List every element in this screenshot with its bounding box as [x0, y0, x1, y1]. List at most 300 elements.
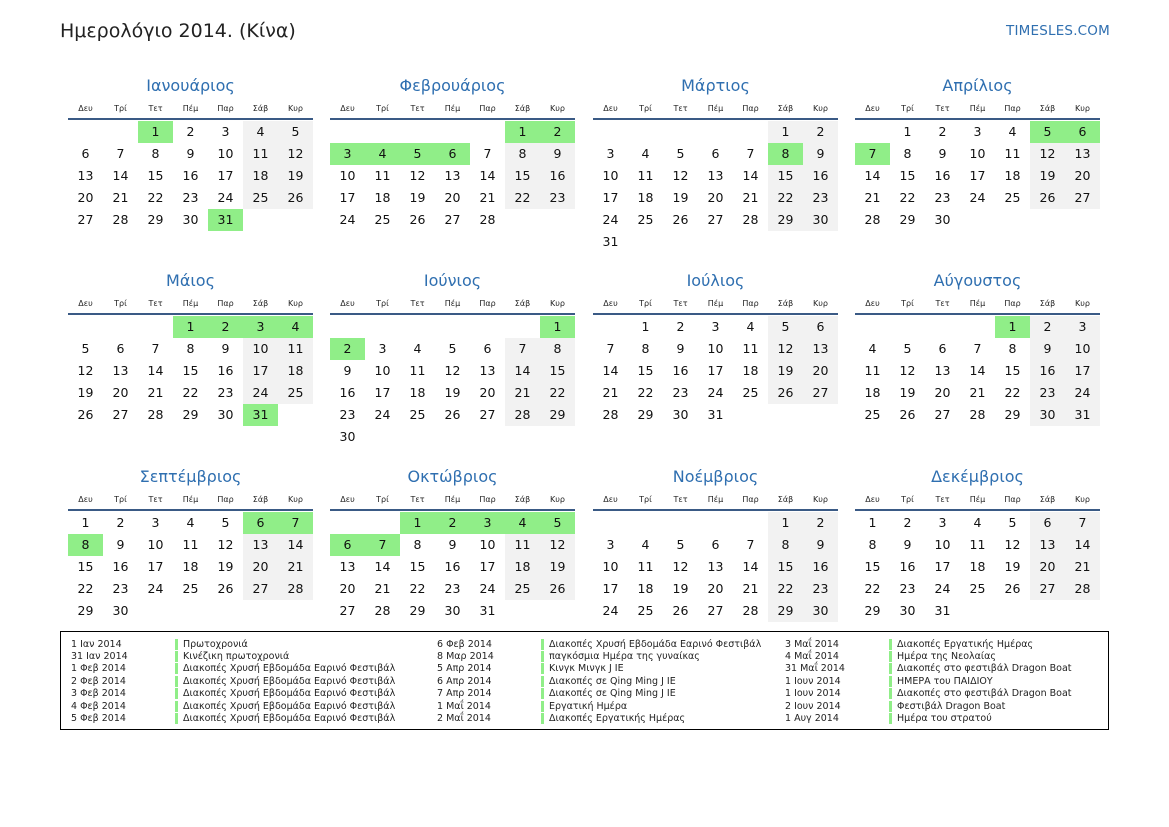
week-row — [330, 382, 575, 404]
weekday-header — [855, 489, 1100, 511]
day-cell: 24 — [243, 382, 278, 404]
empty-day-cell — [1065, 209, 1100, 231]
day-cell: 15 — [77, 559, 94, 574]
day-cell: 20 — [243, 556, 278, 578]
day-cell: 21 — [505, 382, 540, 404]
day-cell: 16 — [672, 363, 689, 378]
empty-day-cell — [540, 426, 575, 448]
day-cell: 25 — [374, 212, 391, 227]
weekday-label: Κυρ — [1075, 494, 1090, 504]
day-cell: 23 — [934, 190, 951, 205]
holiday-row — [437, 663, 782, 675]
day-cell: 29 — [77, 603, 94, 618]
week-row — [68, 338, 313, 360]
weekday-label: Τρί — [376, 298, 389, 308]
day-cell: 11 — [374, 168, 391, 183]
week-row — [68, 143, 313, 165]
holiday-date: 8 Μαρ 2014 — [437, 651, 494, 663]
holiday-row — [437, 638, 782, 650]
month-name: Μάρτιος — [681, 76, 750, 95]
month-calendar — [68, 74, 313, 231]
holiday-marker — [889, 688, 892, 699]
empty-day-cell — [103, 316, 138, 338]
day-cell: 26 — [672, 603, 689, 618]
empty-day-cell — [470, 426, 505, 448]
weekday-label: Τετ — [410, 103, 425, 113]
holiday-name: Διακοπές σε Qing Ming J IE — [549, 675, 676, 687]
empty-day-cell — [698, 512, 733, 534]
empty-day-cell — [365, 426, 400, 448]
weekday-header — [593, 98, 838, 120]
day-cell: 29 — [637, 407, 654, 422]
day-cell: 30 — [899, 603, 916, 618]
day-cell: 21 — [112, 190, 129, 205]
day-cell: 2 — [938, 124, 947, 139]
day-cell: 9 — [676, 341, 685, 356]
day-cell: 25 — [182, 581, 199, 596]
empty-day-cell — [243, 209, 278, 231]
holiday-row — [785, 688, 1130, 700]
weekday-label: Δευ — [340, 103, 355, 113]
week-row — [68, 578, 313, 600]
empty-day-cell — [855, 316, 890, 338]
weekday-label: Τετ — [673, 103, 688, 113]
week-row — [593, 578, 838, 600]
day-cell: 4 — [365, 143, 400, 165]
day-cell: 27 — [479, 407, 496, 422]
day-cell: 1 — [768, 512, 803, 534]
day-cell: 12 — [1030, 143, 1065, 165]
day-cell: 19 — [444, 385, 461, 400]
day-cell: 26 — [768, 382, 803, 404]
empty-day-cell — [855, 121, 890, 143]
holiday-name: Διακοπές Εργατικής Ημέρας — [897, 638, 1034, 650]
week-row — [855, 165, 1100, 187]
day-cell: 27 — [243, 578, 278, 600]
day-cell: 28 — [1065, 578, 1100, 600]
holiday-date: 1 Ιουν 2014 — [785, 688, 841, 700]
week-row — [593, 338, 838, 360]
day-cell: 3 — [221, 124, 230, 139]
day-cell: 4 — [1008, 124, 1017, 139]
weekday-label: Δευ — [78, 298, 93, 308]
weekday-label: Δευ — [865, 298, 880, 308]
holiday-marker — [541, 713, 544, 724]
site-link[interactable]: TIMESLES.COM — [1006, 23, 1110, 39]
day-cell: 5 — [903, 341, 912, 356]
day-cell: 6 — [243, 512, 278, 534]
week-row — [593, 121, 838, 143]
week-row — [593, 600, 838, 622]
day-cell: 29 — [768, 209, 803, 231]
week-row — [68, 600, 313, 622]
day-cell: 13 — [243, 534, 278, 556]
empty-day-cell — [365, 512, 400, 534]
week-row — [330, 338, 575, 360]
week-row — [330, 143, 575, 165]
holiday-date: 6 Απρ 2014 — [437, 675, 492, 687]
holiday-date: 4 Μαΐ 2014 — [785, 651, 839, 663]
holiday-name: Πρωτοχρονιά — [183, 638, 248, 650]
holiday-name: ΗΜΕΡΑ του ΠΑΙΔΙΟΥ — [897, 675, 993, 687]
day-cell: 5 — [676, 537, 685, 552]
day-cell: 27 — [444, 212, 461, 227]
day-cell: 7 — [1065, 512, 1100, 534]
day-cell: 18 — [409, 385, 426, 400]
day-cell: 15 — [637, 363, 654, 378]
holiday-name: παγκόσμια Ημέρα της γυναίκας — [549, 651, 700, 663]
holiday-row — [71, 700, 416, 712]
week-row — [593, 316, 838, 338]
holiday-date: 7 Απρ 2014 — [437, 688, 492, 700]
holiday-column — [437, 638, 782, 725]
day-cell: 19 — [899, 385, 916, 400]
holiday-marker — [541, 639, 544, 650]
day-cell: 20 — [1030, 556, 1065, 578]
empty-day-cell — [1065, 600, 1100, 622]
weekday-label: Σάβ — [514, 103, 531, 113]
empty-day-cell — [68, 316, 103, 338]
page-title: Ημερολόγιο 2014. (Κίνα) — [60, 20, 296, 42]
day-cell: 3 — [378, 341, 387, 356]
day-cell: 15 — [182, 363, 199, 378]
day-cell: 26 — [672, 212, 689, 227]
day-cell: 1 — [868, 515, 877, 530]
weekday-label: Πέμ — [969, 494, 986, 504]
weekday-label: Τετ — [935, 298, 950, 308]
day-cell: 24 — [147, 581, 164, 596]
day-cell: 1 — [540, 316, 575, 338]
day-cell: 13 — [707, 559, 724, 574]
weekday-label: Τρί — [114, 494, 127, 504]
day-cell: 7 — [151, 341, 160, 356]
day-cell: 21 — [479, 190, 496, 205]
day-cell: 22 — [77, 581, 94, 596]
day-cell: 29 — [899, 212, 916, 227]
empty-day-cell — [278, 209, 313, 231]
day-cell: 2 — [1030, 316, 1065, 338]
day-cell: 30 — [672, 407, 689, 422]
day-cell: 12 — [672, 559, 689, 574]
day-cell: 21 — [864, 190, 881, 205]
weekday-label: Πέμ — [969, 298, 986, 308]
weekday-label: Πέμ — [444, 494, 461, 504]
week-row — [330, 556, 575, 578]
empty-day-cell — [435, 426, 470, 448]
empty-day-cell — [768, 404, 803, 426]
empty-day-cell — [505, 209, 540, 231]
weekday-label: Σάβ — [252, 494, 269, 504]
day-cell: 20 — [479, 385, 496, 400]
weekday-label: Σάβ — [1039, 298, 1056, 308]
holiday-row — [785, 675, 1130, 687]
weekday-label: Τρί — [376, 494, 389, 504]
holiday-name: Διακοπές Χρυσή Εβδομάδα Εαρινό Φεστιβάλ — [549, 638, 762, 650]
day-cell: 11 — [278, 338, 313, 360]
empty-day-cell — [435, 121, 470, 143]
day-cell: 8 — [868, 537, 877, 552]
day-cell: 6 — [803, 316, 838, 338]
day-cell: 12 — [768, 338, 803, 360]
day-cell: 12 — [217, 537, 234, 552]
day-cell: 21 — [742, 581, 759, 596]
holiday-row — [437, 712, 782, 724]
week-row — [593, 556, 838, 578]
weekday-label: Παρ — [742, 103, 759, 113]
week-row — [330, 165, 575, 187]
week-row — [330, 578, 575, 600]
day-cell: 30 — [803, 209, 838, 231]
empty-day-cell — [733, 231, 768, 253]
day-cell: 8 — [68, 534, 103, 556]
day-cell: 22 — [864, 581, 881, 596]
day-cell: 2 — [803, 121, 838, 143]
day-cell: 1 — [138, 121, 173, 143]
day-cell: 19 — [409, 190, 426, 205]
day-cell: 18 — [864, 385, 881, 400]
empty-day-cell — [890, 316, 925, 338]
day-cell: 4 — [641, 146, 650, 161]
day-cell: 24 — [479, 581, 496, 596]
day-cell: 9 — [903, 537, 912, 552]
weekday-label: Παρ — [742, 494, 759, 504]
day-cell: 23 — [899, 581, 916, 596]
weekday-label: Τετ — [673, 494, 688, 504]
day-cell: 12 — [672, 168, 689, 183]
month-name: Ιανουάριος — [146, 76, 235, 95]
month-calendar — [855, 465, 1100, 622]
day-cell: 16 — [934, 168, 951, 183]
empty-day-cell — [470, 121, 505, 143]
week-row — [593, 512, 838, 534]
holiday-row — [71, 675, 416, 687]
weekday-header — [593, 489, 838, 511]
day-cell: 17 — [602, 581, 619, 596]
day-cell: 17 — [147, 559, 164, 574]
weekday-label: Τετ — [935, 494, 950, 504]
day-cell: 30 — [934, 212, 951, 227]
day-cell: 12 — [540, 534, 575, 556]
month-name: Φεβρουάριος — [399, 76, 506, 95]
holiday-column — [71, 638, 416, 725]
holiday-row — [71, 650, 416, 662]
empty-day-cell — [505, 316, 540, 338]
holiday-date: 1 Φεβ 2014 — [71, 663, 126, 675]
day-cell: 17 — [1065, 360, 1100, 382]
weekday-label: Τετ — [148, 494, 163, 504]
day-cell: 14 — [1065, 534, 1100, 556]
day-cell: 18 — [243, 165, 278, 187]
day-cell: 8 — [151, 146, 160, 161]
day-cell: 6 — [483, 341, 492, 356]
weekday-label: Σάβ — [1039, 494, 1056, 504]
day-cell: 3 — [938, 515, 947, 530]
day-cell: 27 — [707, 603, 724, 618]
day-cell: 28 — [864, 212, 881, 227]
day-cell: 7 — [278, 512, 313, 534]
week-row — [855, 600, 1100, 622]
day-cell: 7 — [973, 341, 982, 356]
week-row — [68, 534, 313, 556]
holiday-row — [785, 663, 1130, 675]
day-cell: 21 — [602, 385, 619, 400]
empty-day-cell — [278, 404, 313, 426]
month-name: Αύγουστος — [933, 271, 1022, 290]
month-calendar — [593, 74, 838, 253]
week-row — [68, 556, 313, 578]
holiday-marker — [889, 701, 892, 712]
day-cell: 8 — [768, 143, 803, 165]
day-cell: 20 — [707, 581, 724, 596]
day-cell: 17 — [243, 360, 278, 382]
day-cell: 11 — [182, 537, 199, 552]
day-cell: 10 — [217, 146, 234, 161]
weekday-label: Τετ — [148, 103, 163, 113]
day-cell: 10 — [147, 537, 164, 552]
day-cell: 8 — [768, 534, 803, 556]
weekday-label: Τρί — [114, 103, 127, 113]
holiday-date: 2 Ιουν 2014 — [785, 700, 841, 712]
day-cell: 25 — [637, 212, 654, 227]
weekday-label: Δευ — [603, 298, 618, 308]
day-cell: 4 — [505, 512, 540, 534]
day-cell: 6 — [1065, 121, 1100, 143]
day-cell: 5 — [81, 341, 90, 356]
day-cell: 21 — [969, 385, 986, 400]
day-cell: 5 — [1008, 515, 1017, 530]
holiday-row — [71, 638, 416, 650]
holiday-date: 31 Μαΐ 2014 — [785, 663, 845, 675]
empty-day-cell — [593, 512, 628, 534]
day-cell: 20 — [339, 581, 356, 596]
day-cell: 27 — [707, 212, 724, 227]
holiday-name: Διακοπές Χρυσή Εβδομάδα Εαρινό Φεστιβάλ — [183, 663, 396, 675]
holiday-name: Διακοπές στο φεστιβάλ Dragon Boat — [897, 663, 1072, 675]
holiday-name: Διακοπές Εργατικής Ημέρας — [549, 713, 686, 725]
weekday-label: Δευ — [340, 298, 355, 308]
weekday-label: Πέμ — [969, 103, 986, 113]
day-cell: 10 — [934, 537, 951, 552]
day-cell: 9 — [186, 146, 195, 161]
day-cell: 13 — [803, 338, 838, 360]
day-cell: 4 — [641, 537, 650, 552]
weekday-label: Σάβ — [777, 298, 794, 308]
day-cell: 26 — [77, 407, 94, 422]
day-cell: 4 — [413, 341, 422, 356]
day-cell: 28 — [742, 603, 759, 618]
empty-day-cell — [400, 426, 435, 448]
day-cell: 2 — [186, 124, 195, 139]
week-row — [68, 209, 313, 231]
empty-day-cell — [663, 121, 698, 143]
day-cell: 16 — [182, 168, 199, 183]
day-cell: 16 — [217, 363, 234, 378]
week-row — [68, 121, 313, 143]
weekday-label: Τρί — [901, 103, 914, 113]
day-cell: 20 — [934, 385, 951, 400]
weekday-label: Πέμ — [182, 103, 199, 113]
day-cell: 24 — [339, 212, 356, 227]
day-cell: 24 — [602, 212, 619, 227]
day-cell: 22 — [182, 385, 199, 400]
day-cell: 6 — [330, 534, 365, 556]
holiday-date: 4 Φεβ 2014 — [71, 700, 126, 712]
day-cell: 30 — [1030, 404, 1065, 426]
empty-day-cell — [698, 231, 733, 253]
day-cell: 23 — [444, 581, 461, 596]
day-cell: 13 — [707, 168, 724, 183]
week-row — [330, 209, 575, 231]
day-cell: 24 — [707, 385, 724, 400]
empty-day-cell — [803, 404, 838, 426]
month-calendar — [330, 269, 575, 448]
holiday-marker — [541, 688, 544, 699]
day-cell: 15 — [147, 168, 164, 183]
day-cell: 8 — [540, 338, 575, 360]
weekday-label: Τρί — [114, 298, 127, 308]
day-cell: 9 — [343, 363, 352, 378]
day-cell: 10 — [707, 341, 724, 356]
holiday-marker — [541, 676, 544, 687]
day-cell: 8 — [186, 341, 195, 356]
holiday-name: Φεστιβάλ Dragon Boat — [897, 700, 1006, 712]
day-cell: 29 — [768, 600, 803, 622]
month-name: Δεκέμβριος — [931, 467, 1024, 486]
day-cell: 6 — [81, 146, 90, 161]
day-cell: 13 — [1065, 143, 1100, 165]
month-name: Νοέμβριος — [672, 467, 759, 486]
empty-day-cell — [208, 600, 243, 622]
day-cell: 18 — [374, 190, 391, 205]
day-cell: 8 — [903, 146, 912, 161]
day-cell: 11 — [409, 363, 426, 378]
day-cell: 25 — [742, 385, 759, 400]
holiday-marker — [541, 663, 544, 674]
day-cell: 27 — [803, 382, 838, 404]
day-cell: 19 — [217, 559, 234, 574]
day-cell: 25 — [1004, 190, 1021, 205]
day-cell: 1 — [81, 515, 90, 530]
empty-day-cell — [960, 209, 995, 231]
day-cell: 7 — [483, 146, 492, 161]
day-cell: 3 — [330, 143, 365, 165]
day-cell: 10 — [1065, 338, 1100, 360]
weekday-label: Δευ — [78, 494, 93, 504]
day-cell: 5 — [676, 146, 685, 161]
week-row — [855, 143, 1100, 165]
day-cell: 9 — [540, 143, 575, 165]
day-cell: 5 — [1030, 121, 1065, 143]
day-cell: 29 — [540, 404, 575, 426]
day-cell: 5 — [221, 515, 230, 530]
day-cell: 18 — [182, 559, 199, 574]
month-calendar — [68, 269, 313, 426]
holiday-row — [71, 663, 416, 675]
holiday-name: Κινγκ Μινγκ J IE — [549, 663, 624, 675]
day-cell: 28 — [278, 578, 313, 600]
holiday-row — [71, 688, 416, 700]
weekday-label: Δευ — [603, 103, 618, 113]
day-cell: 13 — [444, 168, 461, 183]
day-cell: 31 — [243, 404, 278, 426]
day-cell: 20 — [77, 190, 94, 205]
week-row — [593, 209, 838, 231]
day-cell: 23 — [540, 187, 575, 209]
day-cell: 7 — [746, 146, 755, 161]
empty-day-cell — [1030, 209, 1065, 231]
month-calendar — [68, 465, 313, 622]
weekday-label: Κυρ — [288, 494, 303, 504]
